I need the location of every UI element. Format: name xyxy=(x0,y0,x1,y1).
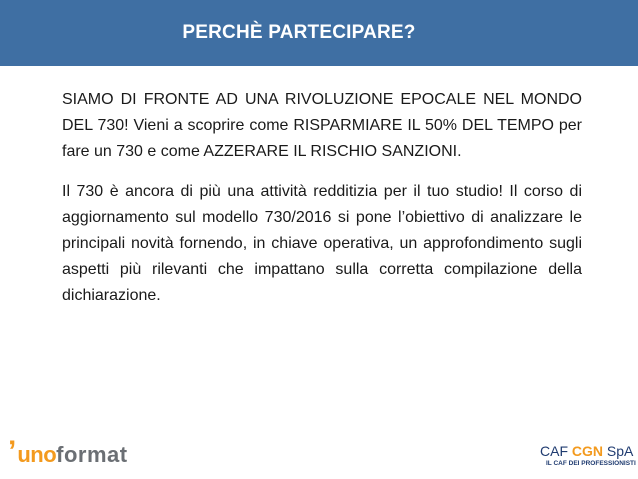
header-bar xyxy=(0,0,638,66)
main-content xyxy=(62,87,582,309)
logo-format-text: format xyxy=(56,442,128,467)
logo-uno-text: uno xyxy=(17,442,57,467)
description-paragraph: Il 730 è ancora di più una attività redditizia per il tuo studio! Il corso di aggiornamento sul modello 730/2016 si pone l’obiettivo di analizzare le principali novità fornendo, in chiave operativa, un approfondimento sugli aspetti più rilevanti che impattano sulla corretta compilazione della dichiarazione. xyxy=(62,183,582,304)
caf-cgn-logo xyxy=(540,443,636,474)
intro-paragraph: SIAMO DI FRONTE AD UNA RIVOLUZIONE EPOCALE NEL MONDO DEL 730! Vieni a scoprire come RISPARMIARE IL 50% DEL TEMPO per fare un 730 e come AZZERARE IL RISCHIO SANZIONI. xyxy=(62,91,582,160)
logo-caf-text: CAF xyxy=(540,443,568,459)
logo-tagline: IL CAF DEI PROFESSIONISTI xyxy=(546,460,636,467)
unoformat-logo xyxy=(8,435,128,470)
logo-cgn-text: CGN xyxy=(571,443,604,459)
logo-spa-text: SpA xyxy=(606,443,634,459)
apostrophe-mark: ’ xyxy=(8,435,17,468)
page-title: PERCHÈ PARTECIPARE? xyxy=(182,22,416,43)
